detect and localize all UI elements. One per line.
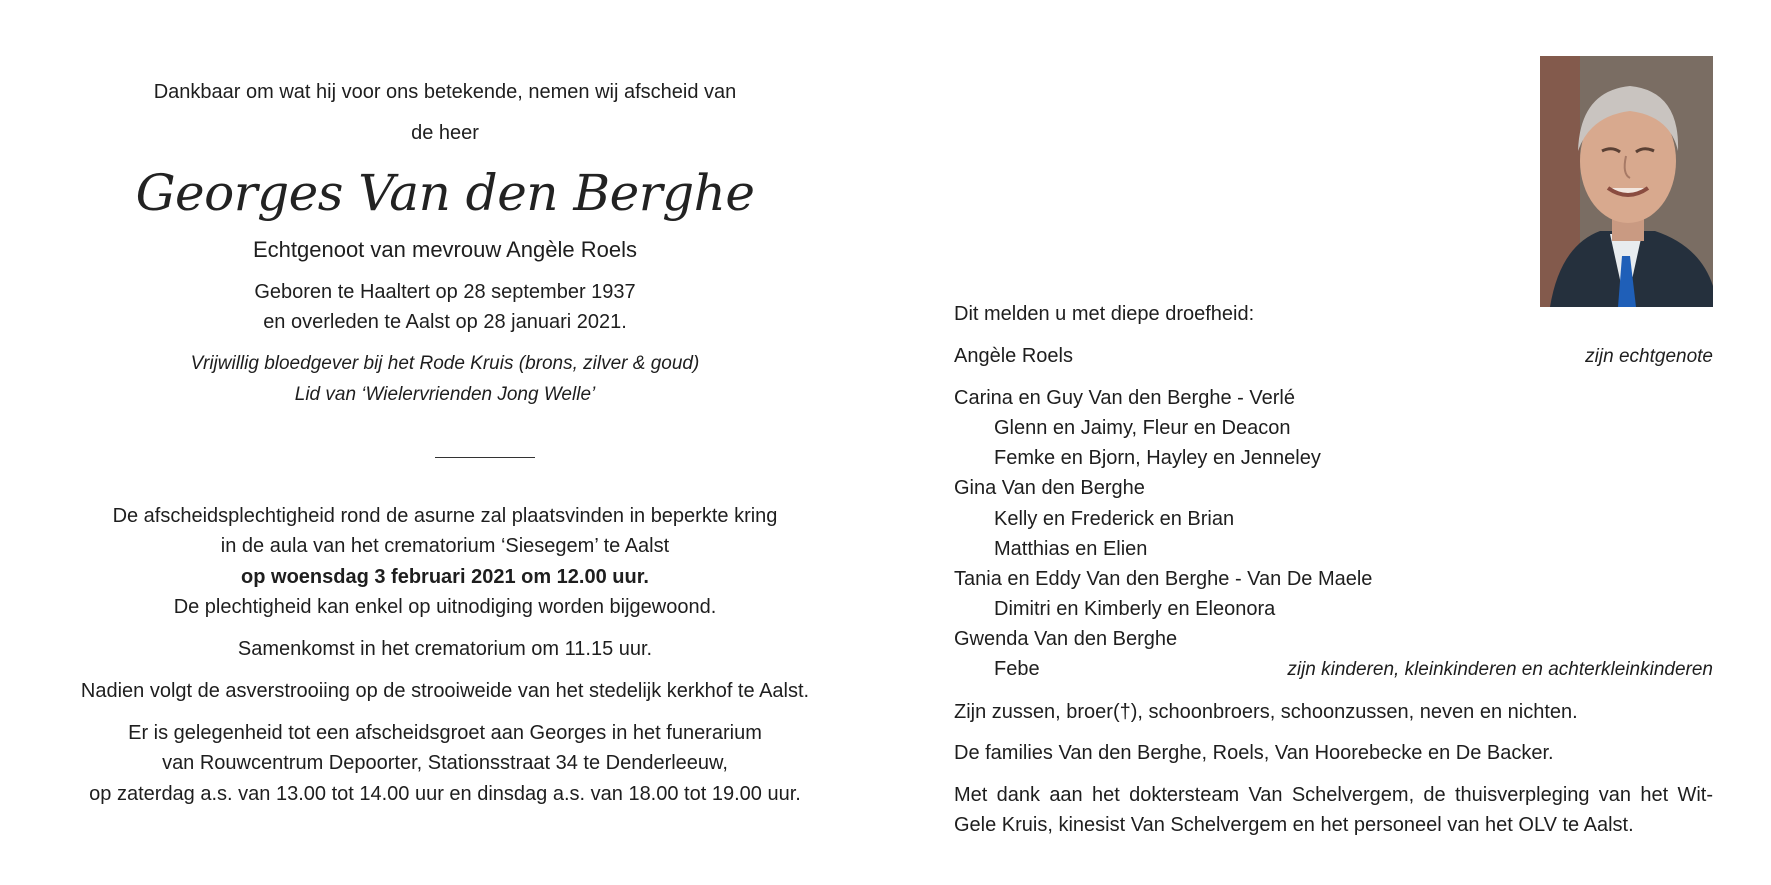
widow-role: zijn echtgenote xyxy=(1585,346,1713,367)
ceremony-line-1: De afscheidsplechtigheid rond de asurne zal plaatsvinden in beperkte kring xyxy=(112,505,778,527)
scattering-line: Nadien volgt de asverstrooiing op de strooiweide van het stedelijk kerkhof te Aalst. xyxy=(80,680,810,702)
ceremony-line-3: De plechtigheid kan enkel op uitnodiging worden bijgewoond. xyxy=(173,596,717,618)
family-line: Glenn en Jaimy, Fleur en Deacon xyxy=(994,417,1291,439)
family-line: Tania en Eddy Van den Berghe - Van De Maele xyxy=(954,568,1373,590)
family-line: Femke en Bjorn, Hayley en Jenneley xyxy=(994,447,1321,469)
families-line: De families Van den Berghe, Roels, Van Hoorebecke en De Backer. xyxy=(954,742,1554,764)
family-line: Matthias en Elien xyxy=(994,538,1148,560)
children-role: zijn kinderen, kleinkinderen en achterkleinkinderen xyxy=(1287,659,1713,680)
family-line: Dimitri en Kimberly en Eleonora xyxy=(994,598,1276,620)
death-line: en overleden te Aalst op 28 januari 2021. xyxy=(263,311,627,333)
siblings-line: Zijn zussen, broer(†), schoonbroers, schoonzussen, neven en nichten. xyxy=(954,701,1578,723)
family-line: Kelly en Frederick en Brian xyxy=(994,508,1235,530)
family-line: Febe xyxy=(994,658,1040,680)
volunteer-line: Vrijwillig bloedgever bij het Rode Kruis (brons, zilver & goud) xyxy=(190,353,700,374)
family-line: Carina en Guy Van den Berghe - Verlé xyxy=(954,387,1295,409)
salutation: de heer xyxy=(411,122,479,144)
membership-line: Lid van ‘Wielervrienden Jong Welle’ xyxy=(294,384,596,405)
family-line: Gina Van den Berghe xyxy=(954,477,1145,499)
ceremony-date: op woensdag 3 februari 2021 om 12.00 uur. xyxy=(241,566,649,588)
thanks-paragraph: Met dank aan het doktersteam Van Schelvergem, de thuisverpleging van het Wit-Gele Kruis, kinesist Van Schelvergem en het personeel van het OLV te Aalst. xyxy=(954,784,1713,836)
visit-line-3: op zaterdag a.s. van 13.00 tot 14.00 uur en dinsdag a.s. van 18.00 tot 19.00 uur. xyxy=(89,783,801,805)
gathering-line: Samenkomst in het crematorium om 11.15 uur. xyxy=(237,638,653,660)
deceased-name: Georges Van den Berghe xyxy=(135,164,755,222)
visit-line-1: Er is gelegenheid tot een afscheidsgroet aan Georges in het funerarium xyxy=(128,722,762,744)
divider xyxy=(435,457,535,458)
intro-text: Dankbaar om wat hij voor ons betekende, nemen wij afscheid van xyxy=(153,81,737,103)
family-line: Gwenda Van den Berghe xyxy=(954,628,1178,650)
announcement: Dit melden u met diepe droefheid: xyxy=(954,303,1255,325)
birth-line: Geboren te Haaltert op 28 september 1937 xyxy=(254,281,636,303)
widow-name: Angèle Roels xyxy=(954,345,1073,367)
ceremony-line-2: in de aula van het crematorium ‘Siesegem’ te Aalst xyxy=(220,535,670,557)
visit-line-2: van Rouwcentrum Depoorter, Stationsstraat 34 te Denderleeuw, xyxy=(162,752,728,774)
portrait-photo xyxy=(1540,56,1713,307)
spouse-line: Echtgenoot van mevrouw Angèle Roels xyxy=(252,237,637,262)
